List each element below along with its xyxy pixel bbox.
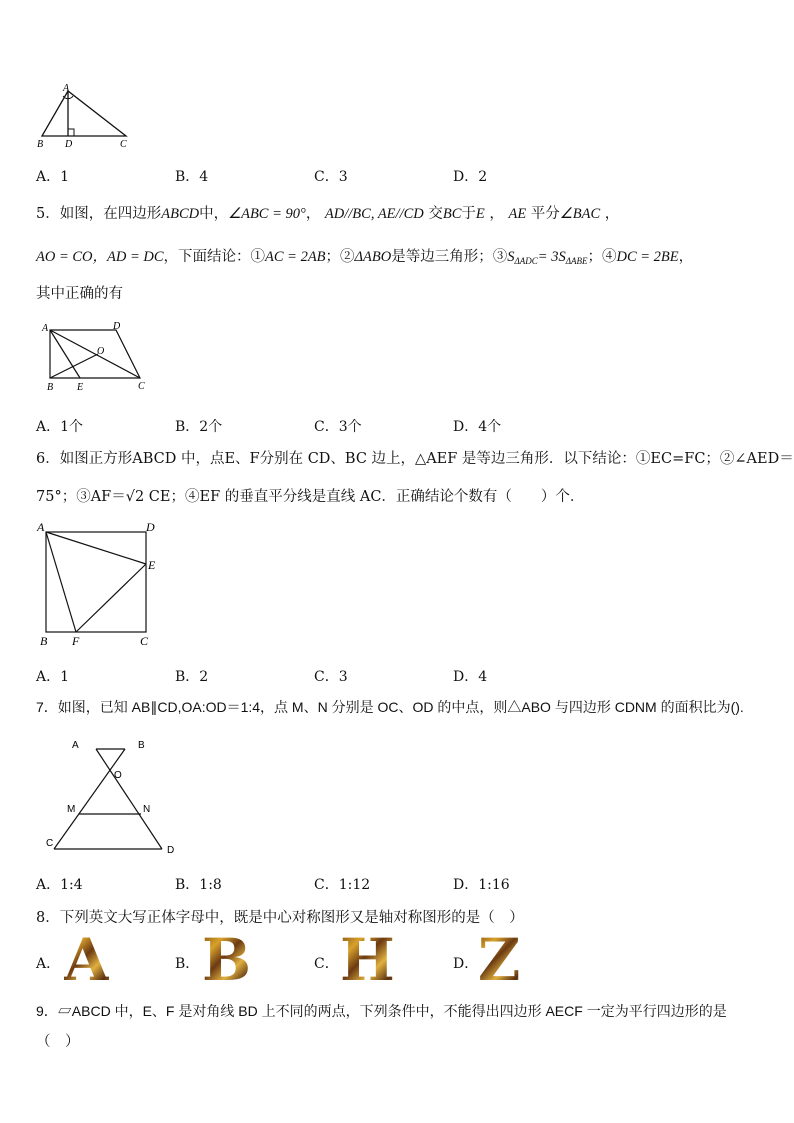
q7-stem-line1: 7．如图，已知 AB∥CD,OA:OD＝1:4，点 M、N 分别是 OC、OD 的中点，则△ABO 与四边形 CDNM 的面积比为().	[36, 699, 744, 715]
q7-option-c[interactable]: C．1:12	[314, 877, 371, 893]
q4-option-c[interactable]: C．3	[314, 169, 348, 185]
q5-option-d[interactable]: D．4个	[453, 419, 502, 435]
q5-stem-line2: AO = CO，AD = DC，下面结论：①AC = 2AB；②ΔABO是等边三角形；$③S_{\Delta ADC}= 3S_{\Delta ABE}$；④DC = 2BE，	[36, 249, 694, 266]
q9-stem-line2: （ ）	[36, 1034, 80, 1050]
q6-label-f: F	[72, 634, 80, 648]
q4-label-c: C	[120, 139, 127, 148]
q5-label-c: C	[138, 381, 145, 392]
q4-option-a[interactable]: A．1	[36, 169, 70, 185]
q7-label-o: O	[114, 770, 122, 781]
q8-letter-a-image: A	[64, 926, 110, 994]
q5-stem-line1: 5．如图，在四边形ABCD中，∠ABC = 90°， AD//BC, AE//CD 交BC于E ， AE 平分∠BAC ，	[36, 206, 620, 222]
q7-label-a: A	[72, 740, 79, 751]
q6-option-a[interactable]: A．1	[36, 669, 70, 685]
q5-stem-line3: 其中正确的有	[36, 286, 123, 302]
q5-label-a: A	[42, 323, 49, 334]
q8-option-c[interactable]: C．	[314, 956, 339, 972]
q7-option-b[interactable]: B．1:8	[175, 877, 222, 893]
q7-label-d: D	[167, 845, 175, 856]
q4-triangle-figure	[32, 82, 136, 148]
q8-stem-line1: 8．下列英文大写正体字母中，既是中心对称图形又是轴对称图形的是（ ）	[36, 910, 524, 926]
q5-option-a[interactable]: A．1个	[36, 419, 84, 435]
q6-label-a: A	[37, 520, 45, 534]
q8-option-b[interactable]: B．	[175, 956, 200, 972]
q6-option-d[interactable]: D．4	[453, 669, 488, 685]
q7-label-m: M	[67, 804, 76, 815]
q5-label-e: E	[77, 382, 84, 392]
q6-square-figure	[34, 518, 164, 648]
q7-option-a[interactable]: A．1:4	[36, 877, 83, 893]
q5-label-d: D	[113, 321, 121, 332]
q4-label-a: A	[63, 83, 70, 94]
q7-label-b: B	[138, 740, 145, 751]
q8-option-a[interactable]: A．	[36, 956, 61, 972]
q6-option-b[interactable]: B．2	[175, 669, 209, 685]
q7-label-n: N	[143, 804, 151, 815]
q7-trapezoid-figure	[40, 734, 190, 860]
q6-stem-line2: 75°；③AF＝√2 CE；④EF 的垂直平分线是直线 AC．正确结论个数有（ ）个．	[36, 489, 585, 505]
q8-letter-z-image: Z	[478, 926, 521, 994]
q4-label-d: D	[65, 139, 73, 148]
q7-option-d[interactable]: D．1:16	[453, 877, 510, 893]
q5-label-b: B	[47, 382, 54, 392]
q6-label-c: C	[140, 634, 149, 648]
q6-label-d: D	[146, 520, 155, 534]
q7-label-c: C	[46, 838, 54, 849]
q6-option-c[interactable]: C．3	[314, 669, 348, 685]
q4-label-b: B	[37, 139, 44, 148]
q4-option-d[interactable]: D．2	[453, 169, 488, 185]
q5-quadrilateral-figure	[36, 320, 154, 392]
q5-option-b[interactable]: B．2个	[175, 419, 223, 435]
q8-option-d[interactable]: D．	[453, 956, 479, 972]
q6-stem-line1: 6．如图正方形ABCD 中，点E、F分别在 CD、BC 边上，△AEF 是等边三角形．以下结论：①EC=FC；②∠AED＝	[36, 451, 794, 467]
q8-letter-h-image: H	[340, 926, 395, 994]
q6-label-b: B	[40, 634, 48, 648]
q5-option-c[interactable]: C．3个	[314, 419, 362, 435]
q6-label-e: E	[148, 558, 156, 572]
q5-label-o: O	[97, 346, 105, 357]
q8-letter-b-image: B	[202, 926, 252, 994]
q4-option-b[interactable]: B．4	[175, 169, 209, 185]
q9-stem-line1: 9．▱ABCD 中，E、F 是对角线 BD 上不同的两点，下列条件中，不能得出四边形 AECF 一定为平行四边形的是	[36, 1003, 727, 1019]
